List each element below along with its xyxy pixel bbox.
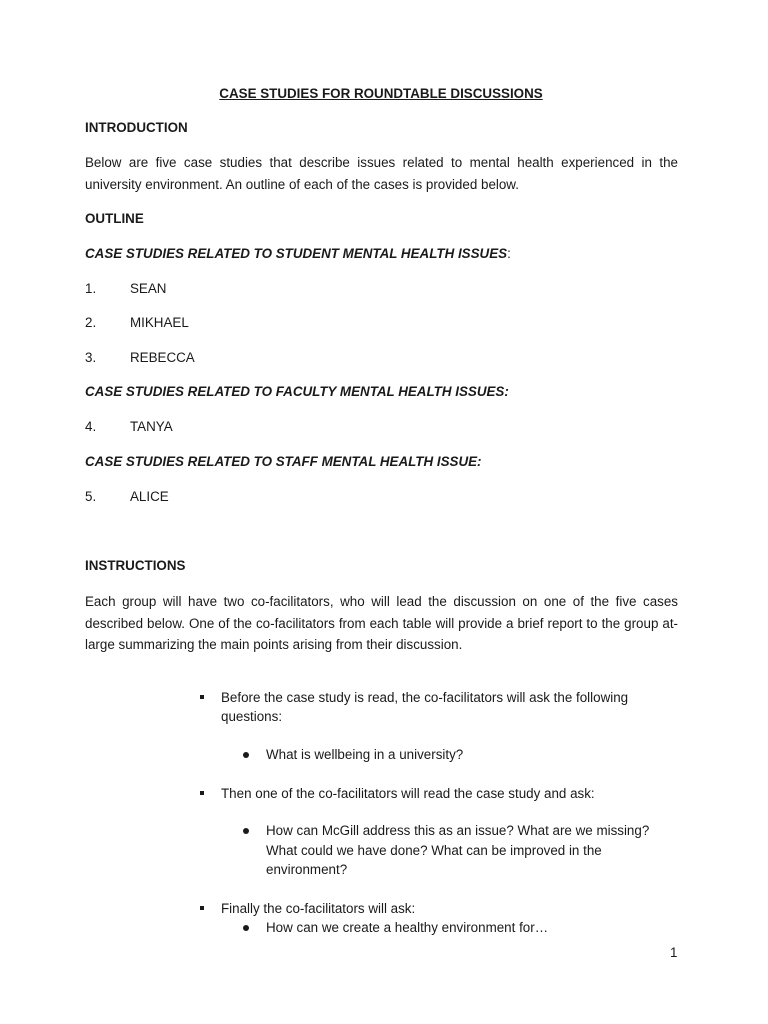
case-number-5: 5. bbox=[85, 489, 97, 504]
instructions-heading: INSTRUCTIONS bbox=[85, 558, 186, 573]
introduction-heading: INTRODUCTION bbox=[85, 120, 188, 135]
student-cases-heading-colon: : bbox=[507, 246, 511, 261]
student-cases-heading-text: CASE STUDIES RELATED TO STUDENT MENTAL HEALTH ISSUES bbox=[85, 246, 508, 261]
instructions-paragraph: Each group will have two co-facilitators, who will lead the discussion on one of the five cases described below. One of the co-facilitators from each table will provide a brief report to the group at-large summarizing the main points arising from their discussion. bbox=[85, 594, 678, 652]
step-2-question-line-3: environment? bbox=[266, 862, 348, 877]
case-number-1: 1. bbox=[85, 281, 97, 296]
square-bullet-icon bbox=[200, 906, 204, 910]
case-name-sean: SEAN bbox=[130, 281, 167, 296]
case-name-tanya: TANYA bbox=[130, 419, 173, 434]
step-3-line-1: Finally the co-facilitators will ask: bbox=[221, 901, 416, 916]
step-1-question: What is wellbeing in a university? bbox=[266, 747, 464, 762]
step-1-line-2: questions: bbox=[221, 709, 283, 724]
round-bullet-icon bbox=[243, 828, 249, 834]
staff-cases-heading: CASE STUDIES RELATED TO STAFF MENTAL HEALTH ISSUE: bbox=[85, 454, 482, 469]
case-number-3: 3. bbox=[85, 350, 97, 365]
case-number-4: 4. bbox=[85, 419, 97, 434]
step-2-question-line-2: What could we have done? What can be improved in the bbox=[266, 843, 602, 858]
case-name-alice: ALICE bbox=[130, 489, 169, 504]
introduction-paragraph: Below are five case studies that describe issues related to mental health experienced in the university environment. An outline of each of the cases is provided below. bbox=[85, 155, 678, 192]
step-2-question-line-1: How can McGill address this as an issue? What are we missing? bbox=[266, 823, 650, 838]
square-bullet-icon bbox=[200, 791, 204, 795]
page-number: 1 bbox=[670, 945, 678, 960]
case-number-2: 2. bbox=[85, 315, 97, 330]
round-bullet-icon bbox=[243, 925, 249, 931]
faculty-cases-heading: CASE STUDIES RELATED TO FACULTY MENTAL HEALTH ISSUES: bbox=[85, 384, 509, 399]
case-name-mikhael: MIKHAEL bbox=[130, 315, 189, 330]
step-3-question: How can we create a healthy environment for… bbox=[266, 920, 549, 935]
document-title: CASE STUDIES FOR ROUNDTABLE DISCUSSIONS bbox=[219, 86, 543, 101]
round-bullet-icon bbox=[243, 752, 249, 758]
step-1-line-1: Before the case study is read, the co-facilitators will ask the following bbox=[221, 690, 629, 705]
square-bullet-icon bbox=[200, 695, 204, 699]
outline-heading: OUTLINE bbox=[85, 211, 144, 226]
case-name-rebecca: REBECCA bbox=[130, 350, 195, 365]
student-cases-heading bbox=[85, 245, 511, 262]
step-2-line-1: Then one of the co-facilitators will read the case study and ask: bbox=[221, 786, 595, 801]
